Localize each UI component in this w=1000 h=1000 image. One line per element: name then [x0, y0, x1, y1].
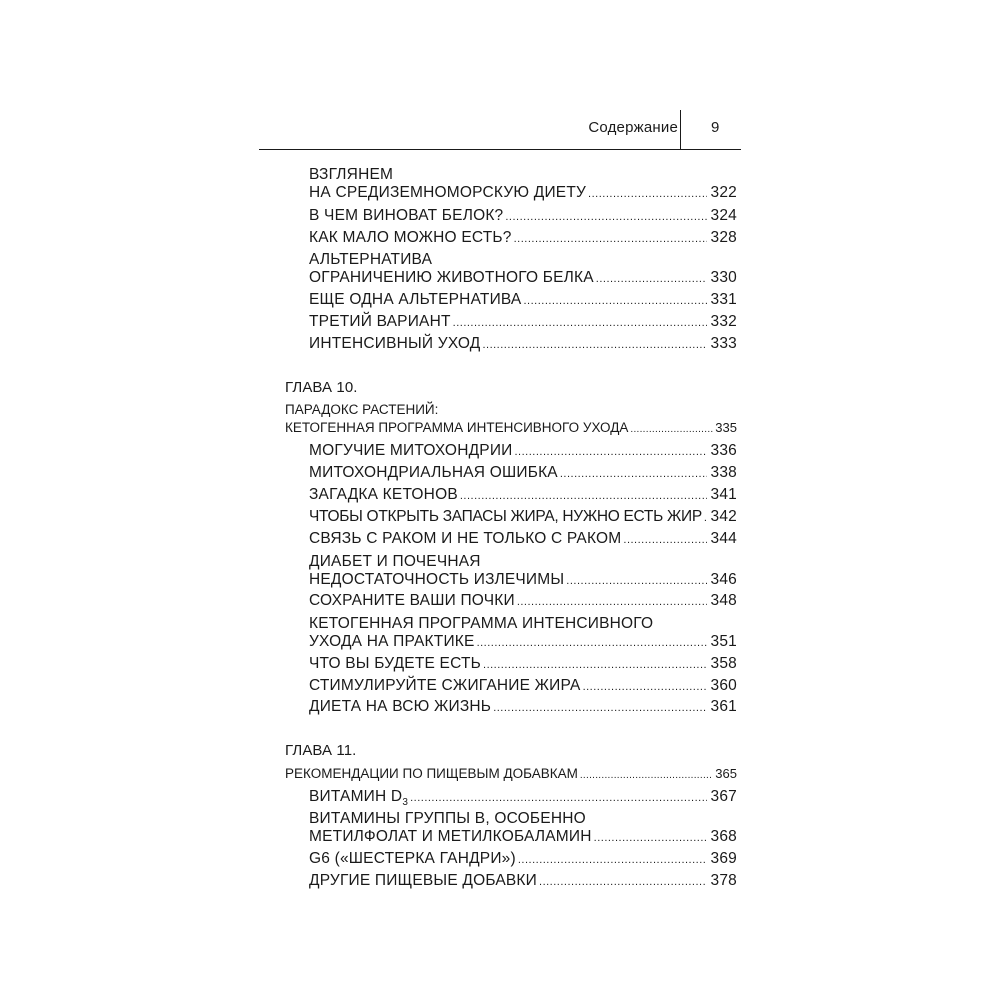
toc-entry-title-line: МЕТИЛФОЛАТ И МЕТИЛКОБАЛАМИН: [309, 828, 592, 845]
leader-dots: [460, 487, 707, 505]
leader-dots: [453, 314, 707, 332]
leader-dots: [623, 531, 706, 549]
toc-entry-page: 333: [710, 335, 737, 352]
chapter-title[interactable]: [285, 401, 737, 439]
toc-entry-title: СОХРАНИТЕ ВАШИ ПОЧКИ: [309, 592, 515, 609]
toc-entry-page: 369: [710, 850, 737, 867]
toc-entry-page: 336: [710, 442, 737, 459]
toc-entry-title-line: ДИАБЕТ И ПОЧЕЧНАЯ: [309, 553, 481, 570]
leader-dots: [580, 767, 713, 785]
toc-entry-page: 338: [710, 464, 737, 481]
toc-entry-title: ЕЩЕ ОДНА АЛЬТЕРНАТИВА: [309, 291, 522, 308]
toc-entry-title: В ЧЕМ ВИНОВАТ БЕЛОК?: [309, 207, 504, 224]
toc-entry-page: 331: [710, 291, 737, 308]
toc-entry-title-line: ВИТАМИНЫ ГРУППЫ В, ОСОБЕННО: [309, 810, 586, 827]
leader-dots: [523, 292, 706, 310]
page-number: 9: [711, 119, 720, 136]
toc-entry-page: 358: [710, 655, 737, 672]
header-rule: [259, 149, 741, 150]
toc-entry[interactable]: [309, 251, 737, 288]
toc-entry-title: КАК МАЛО МОЖНО ЕСТЬ?: [309, 229, 512, 246]
toc-entry-title-line: НЕДОСТАТОЧНОСТЬ ИЗЛЕЧИМЫ: [309, 571, 565, 588]
leader-dots: [560, 465, 707, 483]
chapter-title[interactable]: [285, 765, 737, 785]
toc-entry-title-line: УХОДА НА ПРАКТИКЕ: [309, 633, 475, 650]
leader-dots: [515, 443, 707, 461]
leader-dots: [594, 829, 707, 847]
toc-entry[interactable]: [309, 615, 737, 652]
toc-entry-title: ДИЕТА НА ВСЮ ЖИЗНЬ: [309, 698, 492, 715]
toc-entry-title-line: ОГРАНИЧЕНИЮ ЖИВОТНОГО БЕЛКА: [309, 269, 594, 286]
toc-entry[interactable]: [309, 655, 737, 674]
toc-entry-title: ЗАГАДКА КЕТОНОВ: [309, 486, 458, 503]
leader-dots: [514, 230, 707, 248]
toc-entry[interactable]: [309, 166, 737, 203]
toc-entry-page: 360: [710, 677, 737, 694]
subscript: 3: [402, 797, 409, 808]
running-header-title: Содержание: [588, 119, 678, 136]
toc-entry[interactable]: [309, 530, 737, 549]
chapter-page: 335: [715, 420, 737, 435]
toc-entry[interactable]: [309, 335, 737, 354]
leader-dots: [482, 336, 706, 354]
toc-entry-page: 378: [710, 872, 737, 889]
header-divider: [680, 110, 681, 150]
toc-entry-title: СТИМУЛИРУЙТЕ СЖИГАНИЕ ЖИРА: [309, 677, 581, 694]
toc-entry[interactable]: [309, 291, 737, 310]
toc-entry-page: 368: [710, 828, 737, 845]
leader-dots: [588, 185, 706, 203]
toc-entry[interactable]: [309, 442, 737, 461]
toc-entry[interactable]: [309, 698, 737, 717]
toc-entry-title: ИНТЕНСИВНЫЙ УХОД: [309, 335, 481, 352]
toc-entry-title: G6 («ШЕСТЕРКА ГАНДРИ»): [309, 850, 516, 867]
leader-dots: [566, 572, 706, 590]
toc-entry-title-line: КЕТОГЕННАЯ ПРОГРАММА ИНТЕНСИВНОГО: [309, 615, 654, 632]
toc-entry-page: 324: [710, 207, 737, 224]
toc-entry-title: МИТОХОНДРИАЛЬНАЯ ОШИБКА: [309, 464, 558, 481]
chapter-label: ГЛАВА 11.: [285, 742, 357, 759]
toc-entry-page: 332: [710, 313, 737, 330]
toc-entry-page: 322: [710, 184, 737, 201]
leader-dots: [704, 509, 707, 527]
toc-entry-title: ТРЕТИЙ ВАРИАНТ: [309, 313, 451, 330]
toc-entry-page: 367: [710, 788, 737, 805]
chapter-title-line: КЕТОГЕННАЯ ПРОГРАММА ИНТЕНСИВНОГО УХОДА: [285, 420, 629, 435]
toc-entry[interactable]: [309, 508, 737, 527]
toc-entry-page: 361: [710, 698, 737, 715]
chapter-title-line: ПАРАДОКС РАСТЕНИЙ:: [285, 402, 439, 417]
toc-entry[interactable]: [309, 313, 737, 332]
toc-entry-page: 330: [710, 269, 737, 286]
leader-dots: [539, 873, 707, 891]
toc-entry-title-line: АЛЬТЕРНАТИВА: [309, 251, 433, 268]
toc-entry[interactable]: [309, 464, 737, 483]
toc-entry-page: 346: [710, 571, 737, 588]
leader-dots: [410, 789, 706, 807]
toc-entry[interactable]: [309, 207, 737, 226]
leader-dots: [493, 699, 706, 717]
toc-entry-title: МОГУЧИЕ МИТОХОНДРИИ: [309, 442, 513, 459]
chapter-page: 365: [715, 766, 737, 781]
toc-entry-page: 342: [710, 508, 737, 525]
toc-entry-title-line: ВЗГЛЯНЕМ: [309, 166, 394, 183]
toc-entry[interactable]: [309, 553, 737, 590]
toc-entry-title: СВЯЗЬ С РАКОМ И НЕ ТОЛЬКО С РАКОМ: [309, 530, 622, 547]
leader-dots: [518, 851, 707, 869]
leader-dots: [596, 270, 707, 288]
leader-dots: [517, 593, 707, 611]
toc-entry[interactable]: [309, 486, 737, 505]
toc-entry-title-text: ВИТАМИН D: [309, 788, 403, 805]
leader-dots: [477, 634, 707, 652]
leader-dots: [630, 421, 713, 439]
toc-entry-page: 348: [710, 592, 737, 609]
toc-entry-page: 328: [710, 229, 737, 246]
toc-entry-page: 344: [710, 530, 737, 547]
leader-dots: [483, 656, 707, 674]
toc-entry-title-line: НА СРЕДИЗЕМНОМОРСКУЮ ДИЕТУ: [309, 184, 587, 201]
toc-entry[interactable]: [309, 677, 737, 696]
toc-entry[interactable]: [309, 850, 737, 869]
toc-entry-title: ЧТОБЫ ОТКРЫТЬ ЗАПАСЫ ЖИРА, НУЖНО ЕСТЬ ЖИР: [309, 508, 702, 525]
leader-dots: [505, 208, 706, 226]
toc-entry[interactable]: [309, 872, 737, 891]
toc-entry-title: ДРУГИЕ ПИЩЕВЫЕ ДОБАВКИ: [309, 872, 538, 889]
toc-entry-page: 341: [710, 486, 737, 503]
toc-entry[interactable]: [309, 788, 737, 812]
chapter-label: ГЛАВА 10.: [285, 379, 358, 396]
toc-entry[interactable]: [309, 229, 737, 248]
toc-entry-page: 351: [710, 633, 737, 650]
toc-entry-title: [309, 788, 408, 812]
toc-entry-title: ЧТО ВЫ БУДЕТЕ ЕСТЬ: [309, 655, 482, 672]
leader-dots: [583, 678, 707, 696]
chapter-title-line: РЕКОМЕНДАЦИИ ПО ПИЩЕВЫМ ДОБАВКАМ: [285, 766, 578, 781]
toc-entry[interactable]: [309, 810, 737, 847]
toc-entry[interactable]: [309, 592, 737, 611]
